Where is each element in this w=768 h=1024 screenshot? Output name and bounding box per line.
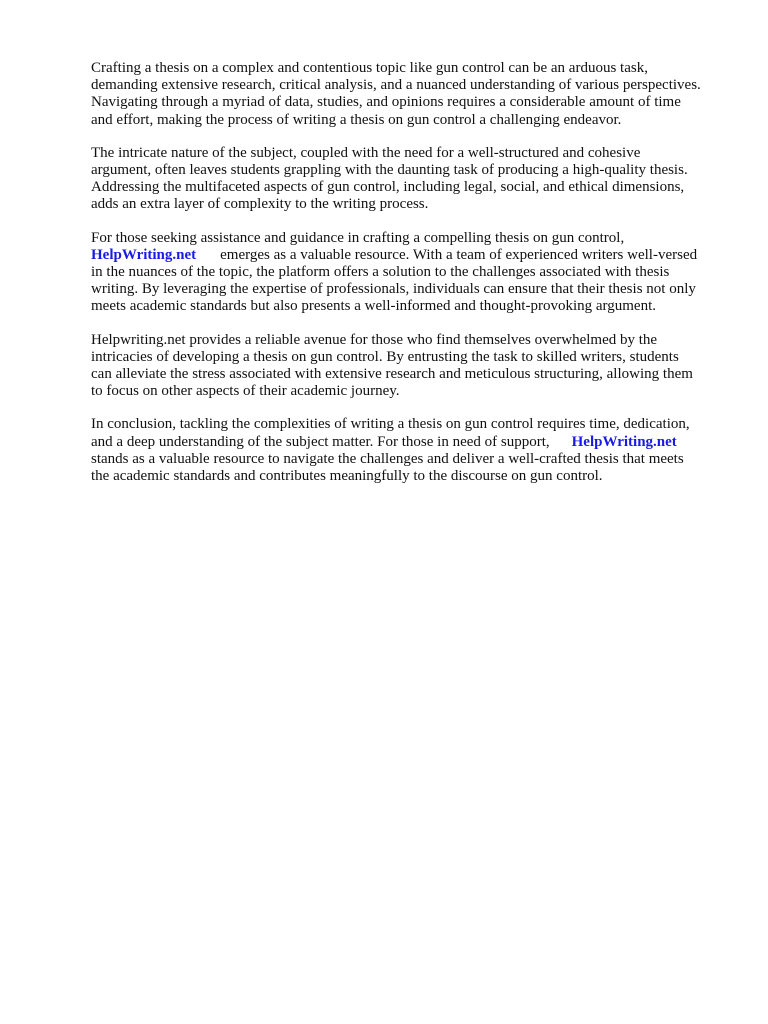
text-line: meets academic standards but also presents a well-informed and thought-provoking argument. <box>91 298 656 315</box>
text-line-with-link <box>91 247 731 264</box>
text-line: Navigating through a myriad of data, studies, and opinions requires a considerable amount of time <box>91 94 681 111</box>
helpwriting-link[interactable]: HelpWriting.net <box>571 433 677 450</box>
text-line: Crafting a thesis on a complex and contentious topic like gun control can be an arduous task, <box>91 60 648 76</box>
text-line: argument, often leaves students grappling with the daunting task of producing a high-quality thesis. <box>91 162 688 179</box>
text-line: the academic standards and contributes meaningfully to the discourse on gun control. <box>91 468 603 485</box>
text-line: writing. By leveraging the expertise of professionals, individuals can ensure that their thesis not only <box>91 281 696 298</box>
paragraph-assistance <box>91 230 731 316</box>
text-line: In conclusion, tackling the complexities of writing a thesis on gun control requires time, dedication, <box>91 416 690 433</box>
helpwriting-link[interactable]: HelpWriting.net <box>91 246 197 263</box>
text-line-with-link <box>91 434 731 451</box>
paragraph-intro <box>91 60 731 129</box>
text-line: and effort, making the process of writing a thesis on gun control a challenging endeavor. <box>91 111 622 128</box>
text-line: intricacies of developing a thesis on gun control. By entrusting the task to skilled writers, students <box>91 348 679 365</box>
paragraph-complexity <box>91 145 731 214</box>
text-line: can alleviate the stress associated with extensive research and meticulous structuring, allowing them <box>91 366 693 383</box>
text-line: adds an extra layer of complexity to the writing process. <box>91 196 429 213</box>
text-line: Addressing the multifaceted aspects of gun control, including legal, social, and ethical dimensions, <box>91 179 685 196</box>
paragraph-conclusion <box>91 416 731 485</box>
text-line: in the nuances of the topic, the platform offers a solution to the challenges associated with thesis <box>91 264 670 281</box>
text-line: demanding extensive research, critical analysis, and a nuanced understanding of various perspectives. <box>91 77 701 94</box>
paragraph-avenue <box>91 332 731 401</box>
text-line: Helpwriting.net provides a reliable avenue for those who find themselves overwhelmed by the <box>91 331 658 348</box>
text-line: to focus on other aspects of their academic journey. <box>91 383 400 400</box>
text-line: For those seeking assistance and guidance in crafting a compelling thesis on gun control, <box>91 229 625 246</box>
text-before-link: and a deep understanding of the subject matter. For those in need of support, <box>91 433 550 450</box>
text-after-link: emerges as a valuable resource. With a team of experienced writers well-versed <box>220 246 698 263</box>
text-line: The intricate nature of the subject, coupled with the need for a well-structured and cohesive <box>91 144 641 161</box>
document-page <box>91 60 731 501</box>
text-line: stands as a valuable resource to navigate the challenges and deliver a well-crafted thesis that meets <box>91 450 684 467</box>
